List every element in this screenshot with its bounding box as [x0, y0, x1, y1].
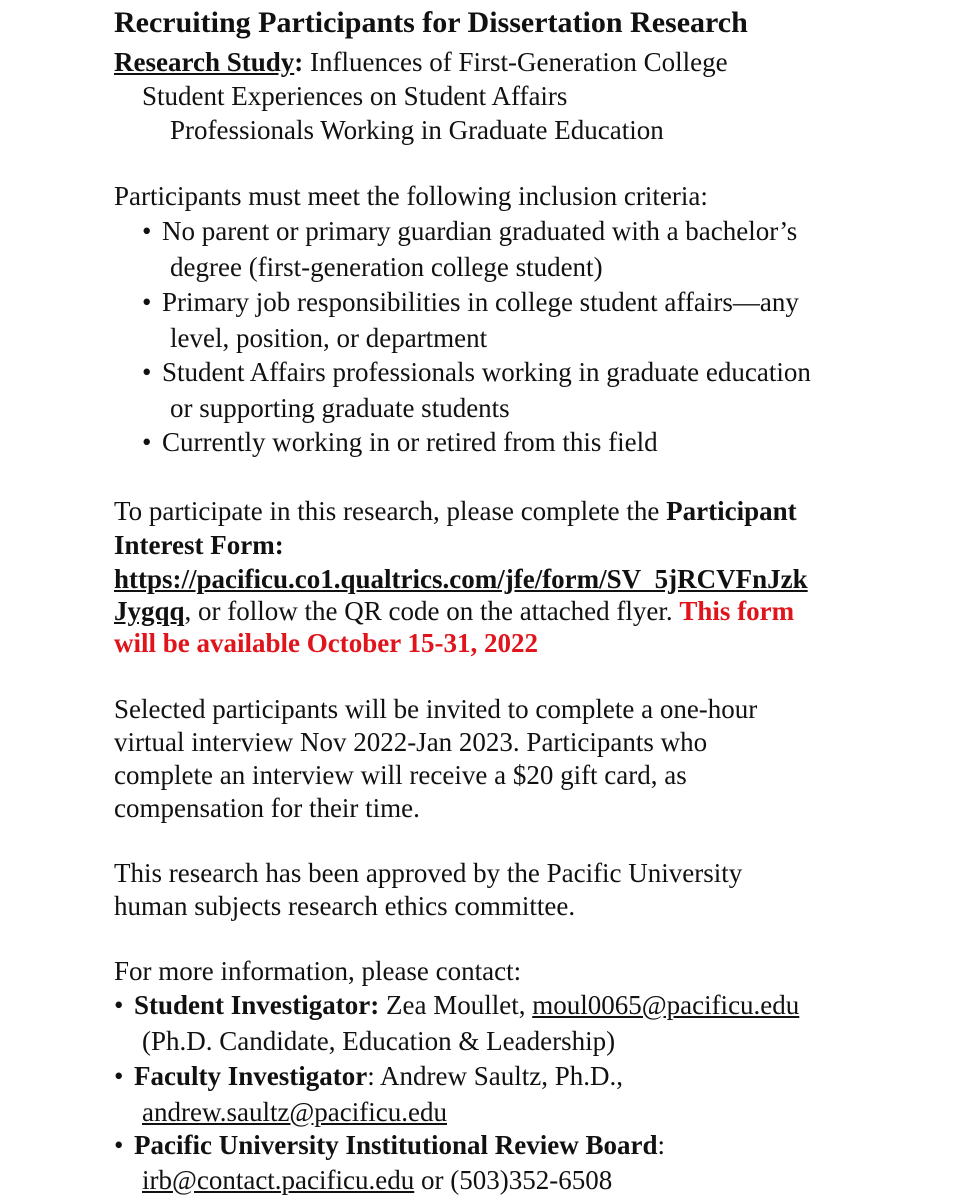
criteria-item-2-cont: level, position, or department	[170, 323, 488, 353]
selected-line-3: complete an interview will receive a $20 gift card, as	[114, 760, 687, 790]
approval-line-1: This research has been approved by the Pacific University	[114, 858, 743, 888]
irb-email-link[interactable]: irb@contact.pacificu.edu	[142, 1165, 415, 1195]
criteria-item-3-cont: or supporting graduate students	[170, 393, 510, 423]
bullet-icon: •	[142, 427, 152, 457]
study-label: Research Study	[114, 47, 295, 77]
criteria-item-3: Student Affairs professionals working in graduate education	[162, 357, 811, 387]
qr-code-text: , or follow the QR code on the attached flyer.	[184, 596, 680, 626]
faculty-investigator	[134, 1059, 623, 1093]
student-investigator	[134, 988, 799, 1022]
form-url-link-cont[interactable]: Jygqq	[114, 596, 185, 626]
participate-line-1	[114, 494, 797, 528]
participant-form-label: Participant	[666, 496, 797, 526]
irb-label: Pacific University Institutional Review Board	[134, 1130, 658, 1160]
irb-colon: :	[657, 1130, 665, 1160]
criteria-intro: Participants must meet the following inclusion criteria:	[114, 181, 708, 211]
bullet-icon: •	[142, 357, 152, 387]
criteria-item-1-cont: degree (first-generation college student)	[170, 252, 603, 282]
selected-line-2: virtual interview Nov 2022-Jan 2023. Participants who	[114, 727, 708, 757]
participate-line-4	[114, 594, 794, 628]
study-line-1	[114, 45, 728, 79]
student-email-link[interactable]: moul0065@pacificu.edu	[532, 990, 800, 1020]
participate-text: To participate in this research, please complete the	[114, 496, 667, 526]
form-url-link[interactable]: https://pacificu.co1.qualtrics.com/jfe/form/SV_5jRCVFnJzk	[114, 564, 808, 594]
irb-contact	[134, 1128, 665, 1162]
student-detail: (Ph.D. Candidate, Education & Leadership)	[142, 1026, 616, 1056]
page-title: Recruiting Participants for Dissertation Research	[114, 6, 748, 39]
student-label: Student Investigator:	[134, 990, 380, 1020]
bullet-icon: •	[114, 1061, 124, 1091]
study-title-2: Student Experiences on Student Affairs	[142, 81, 568, 111]
irb-phone: or (503)352-6508	[414, 1165, 613, 1195]
irb-line-2	[142, 1163, 612, 1197]
study-title-1: Influences of First-Generation College	[303, 47, 728, 77]
faculty-label: Faculty Investigator	[134, 1061, 368, 1091]
study-colon: :	[294, 47, 304, 77]
bullet-icon: •	[142, 287, 152, 317]
bullet-icon: •	[142, 216, 152, 246]
student-name: Zea Moullet,	[379, 990, 533, 1020]
criteria-item-1: No parent or primary guardian graduated with a bachelor’s	[162, 216, 798, 246]
interest-form-label: Interest Form:	[114, 530, 284, 560]
selected-line-4: compensation for their time.	[114, 793, 420, 823]
bullet-icon: •	[114, 1130, 124, 1160]
bullet-icon: •	[114, 990, 124, 1020]
availability-notice: This form	[679, 596, 795, 626]
criteria-item-4: Currently working in or retired from this field	[162, 427, 658, 457]
faculty-email-link[interactable]: andrew.saultz@pacificu.edu	[142, 1097, 447, 1127]
faculty-name: : Andrew Saultz, Ph.D.,	[367, 1061, 623, 1091]
selected-line-1: Selected participants will be invited to complete a one-hour	[114, 694, 758, 724]
study-title-3: Professionals Working in Graduate Education	[170, 115, 664, 145]
availability-dates: will be available October 15-31, 2022	[114, 628, 538, 658]
contact-intro: For more information, please contact:	[114, 956, 522, 986]
criteria-item-2: Primary job responsibilities in college student affairs—any	[162, 287, 799, 317]
approval-line-2: human subjects research ethics committee.	[114, 891, 576, 921]
